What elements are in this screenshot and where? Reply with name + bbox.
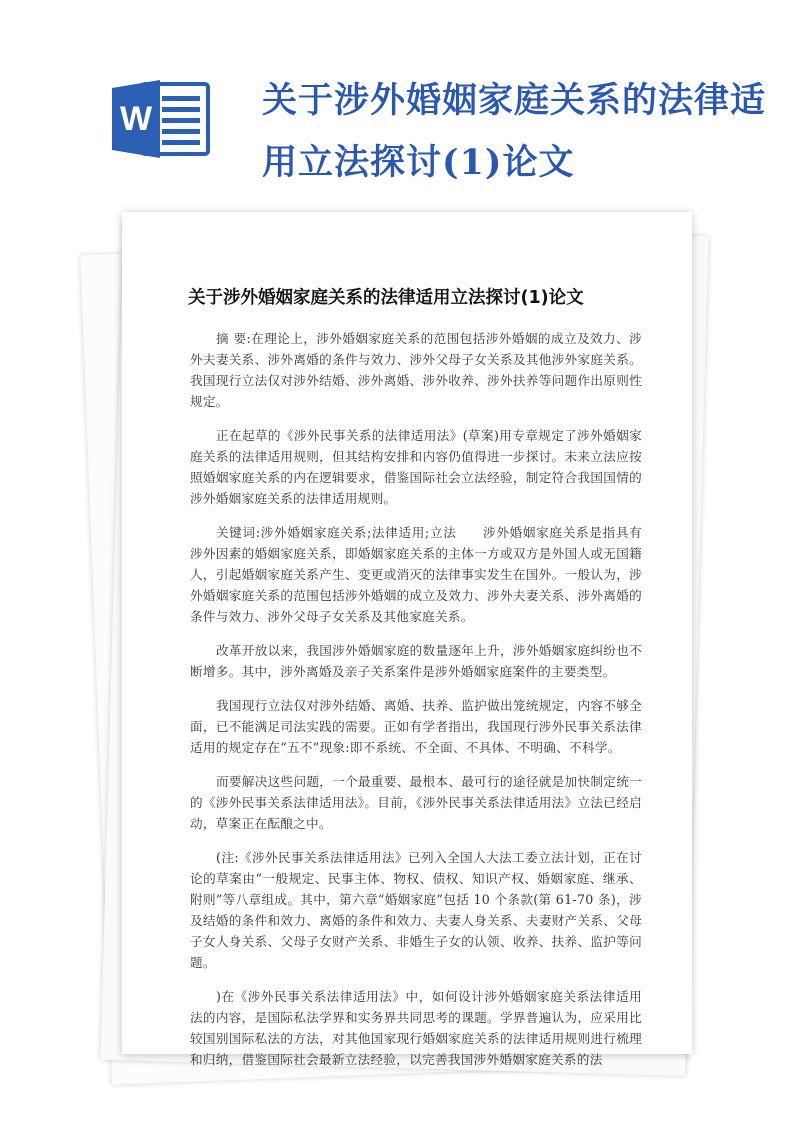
paragraph: 关键词:涉外婚姻家庭关系;法律适用;立法 涉外婚姻家庭关系是指具有涉外因素的婚姻家庭关系，即婚姻家庭关系的主体一方或双方是外国人或无国籍人，引起婚姻家庭关系产生、变更或消灭的法律事实发生在国外。一般认为，涉外婚姻家庭关系的范围包括涉外婚姻的成立及效力、涉外夫妻关系、涉外离婚的条件与效力、涉外父母子女关系及其他家庭关系。 bbox=[190, 525, 642, 624]
header-title: 关于涉外婚姻家庭关系的法律适用立法探讨(1)论文 bbox=[262, 80, 767, 183]
document-body bbox=[190, 328, 642, 1083]
paragraph: )在《涉外民事关系法律适用法》中，如何设计涉外婚姻家庭关系法律适用法的内容，是国际私法学界和实务界共同思考的课题。学界普遍认为，应采用比较国别国际私法的方法，对其他国家现行婚姻家庭关系的法律适用规则进行梳理和归纳，借鉴国际社会最新立法经验，以完善我国涉外婚姻家庭关系的法 bbox=[190, 989, 642, 1067]
document-title: 关于涉外婚姻家庭关系的法律适用立法探讨(1)论文 bbox=[188, 288, 584, 308]
paragraph: (注:《涉外民事关系法律适用法》已列入全国人大法工委立法计划，正在讨论的草案由“一般规定、民事主体、物权、债权、知识产权、婚姻家庭、继承、附则”等八章组成。其中，第六章“婚姻家庭”包括 10 个条款(第 61-70 条)，涉及结婚的条件和效力、离婚的条件和效力、夫妻人身关系、夫妻财产关系、父母子女人身关系、父母子女财产关系、非婚生子女的认领、收养、扶养、监护等问题。 bbox=[190, 850, 642, 970]
paragraph: 我国现行立法仅对涉外结婚、离婚、扶养、监护做出笼统规定，内容不够全面，已不能满足司法实践的需要。正如有学者指出，我国现行涉外民事关系法律适用的规定存在“五不”现象:即不系统、不全面、不具体、不明确、不科学。 bbox=[190, 698, 642, 755]
paragraph: 改革开放以来，我国涉外婚姻家庭的数量逐年上升，涉外婚姻家庭纠纷也不断增多。其中，涉外离婚及亲子关系案件是涉外婚姻家庭案件的主要类型。 bbox=[190, 643, 642, 679]
logo-letter: W bbox=[119, 100, 153, 138]
word-document-icon bbox=[112, 78, 212, 160]
paragraph: 摘 要:在理论上，涉外婚姻家庭关系的范围包括涉外婚姻的成立及效力、涉外夫妻关系、涉外离婚的条件与效力、涉外父母子女关系及其他涉外家庭关系。我国现行立法仅对涉外结婚、涉外离婚、涉外收养、涉外扶养等问题作出原则性规定。 bbox=[190, 331, 642, 409]
paragraph: 而要解决这些问题，一个最重要、最根本、最可行的途径就是加快制定统一的《涉外民事关系法律适用法》。目前，《涉外民事关系法律适用法》立法已经启动，草案正在酝酿之中。 bbox=[190, 774, 642, 831]
document-page bbox=[122, 212, 692, 1067]
paragraph: 正在起草的《涉外民事关系的法律适用法》(草案)用专章规定了涉外婚姻家庭关系的法律适用规则，但其结构安排和内容仍值得进一步探讨。未来立法应按照婚姻家庭关系的内在逻辑要求，借鉴国际社会立法经验，制定符合我国国情的涉外婚姻家庭关系的法律适用规则。 bbox=[190, 428, 642, 506]
